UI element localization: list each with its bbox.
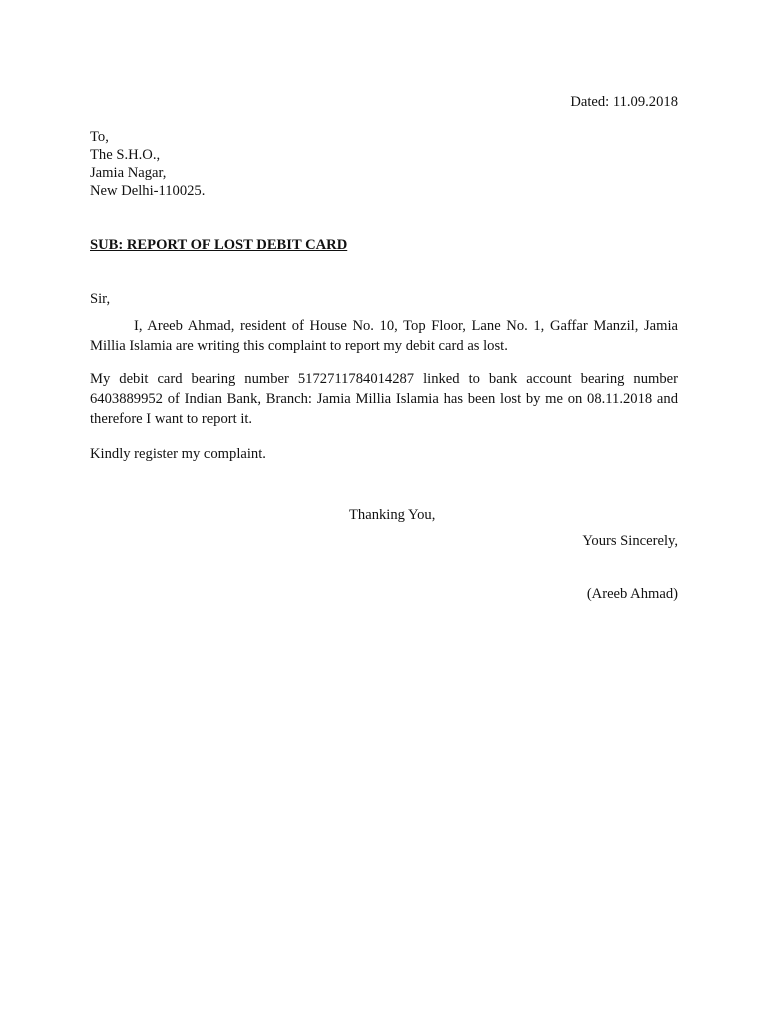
body-paragraph-request: Kindly register my complaint. xyxy=(90,446,266,462)
body-paragraph-intro: I, Areeb Ahmad, resident of House No. 10, Top Floor, Lane No. 1, Gaffar Manzil, Jamia Millia Islamia are writing this complaint to report my debit card as lost. xyxy=(90,318,678,354)
recipient-address xyxy=(90,128,205,200)
body-paragraph-details: My debit card bearing number 5172711784014287 linked to bank account bearing number 6403889952 of Indian Bank, Branch: Jamia Millia Islamia has been lost by me on 08.11.2018 and therefore I want to report it. xyxy=(90,371,678,427)
letter-subject: SUB: REPORT OF LOST DEBIT CARD xyxy=(90,237,348,253)
closing-line: Yours Sincerely, xyxy=(582,533,678,549)
recipient-line-to: To, xyxy=(90,129,109,145)
thanks-line: Thanking You, xyxy=(349,507,436,523)
letter-salutation: Sir, xyxy=(90,291,111,307)
signature-name: (Areeb Ahmad) xyxy=(586,586,678,602)
letter-date: Dated: 11.09.2018 xyxy=(570,94,678,110)
recipient-line-city: New Delhi-110025. xyxy=(90,183,206,199)
recipient-line-area: Jamia Nagar, xyxy=(90,165,167,181)
recipient-line-title: The S.H.O., xyxy=(90,147,161,163)
